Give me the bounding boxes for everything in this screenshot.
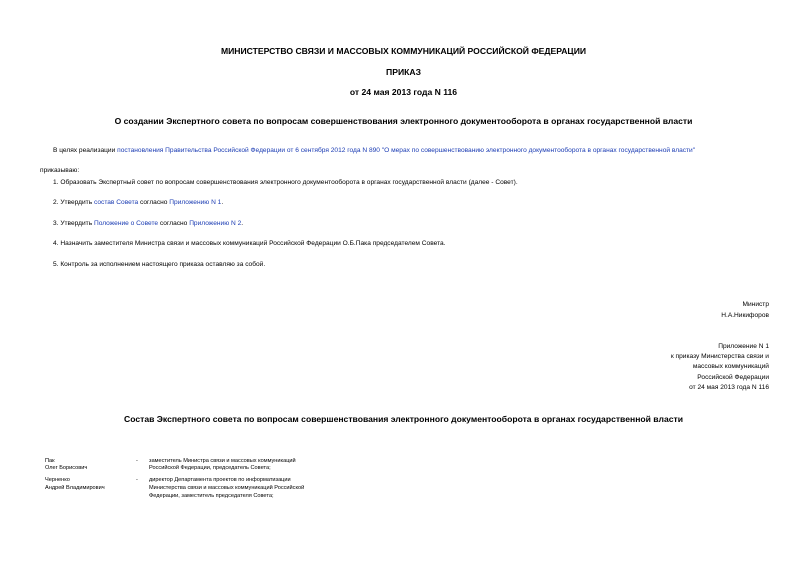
appendix-1-link[interactable]: Приложению N 1 (169, 199, 222, 206)
order-item-2-text: . (221, 199, 224, 206)
order-item-3-text: согласно (158, 220, 190, 227)
order-item-4: 4. Назначить заместителя Министра связи и массовых коммуникаций Российской Федерации О.Б.Пака председателем Совета. (53, 240, 446, 247)
preamble (53, 147, 695, 155)
order-item-5: 5. Контроль за исполнением настоящего приказа оставляю за собой. (53, 261, 266, 268)
member-dash: - (136, 477, 138, 483)
resolution-890-link[interactable]: постановления Правительства Российской Федерации от 6 сентября 2012 года N 890 "О мерах по совершенствованию электронного документооборота в органах государственной власти" (117, 147, 696, 154)
member-role: Федерации, заместитель председателя Совета; (149, 493, 274, 499)
order-item-1: 1. Образовать Экспертный совет по вопросам совершенствования электронного документооборота в органах государственной власти (далее - Совет). (53, 179, 518, 186)
preamble-text: В целях реализации (53, 147, 118, 154)
appendix-2-link[interactable]: Приложению N 2 (189, 220, 242, 227)
appendix-ref-line: Российской Федерации (697, 374, 769, 381)
member-surname: Пак (45, 458, 55, 464)
order-item-3 (53, 220, 243, 228)
member-given-name: Андрей Владимирович (45, 485, 105, 491)
order-item-2-text: согласно (138, 199, 170, 206)
member-dash: - (136, 458, 138, 464)
appendix-ref-line: к приказу Министерства связи и (670, 353, 769, 360)
council-regulation-link[interactable]: Положение о Совете (93, 220, 159, 227)
composition-title: Состав Экспертного совета по вопросам совершенствования электронного документооборота в органах государственной власти (123, 414, 683, 424)
member-role: директор Департамента проектов по информатизации (149, 477, 291, 483)
signature-name: Н.А.Никифоров (721, 312, 769, 319)
order-item-3-text: . (241, 220, 244, 227)
signature-position: Министр (742, 301, 769, 308)
council-composition-link[interactable]: состав Совета (93, 199, 139, 206)
order-item-2-text: 2. Утвердить (53, 199, 94, 206)
order-item-3-text: 3. Утвердить (53, 220, 94, 227)
appendix-ref-line: Приложение N 1 (718, 343, 769, 350)
appendix-ref-line: от 24 мая 2013 года N 116 (689, 384, 769, 391)
member-surname: Черненко (45, 477, 70, 483)
ministry-heading: МИНИСТЕРСТВО СВЯЗИ И МАССОВЫХ КОММУНИКАЦИЙ РОССИЙСКОЙ ФЕДЕРАЦИИ (220, 46, 587, 56)
member-role: заместитель Министра связи и массовых коммуникаций (149, 458, 296, 464)
member-given-name: Олег Борисович (45, 465, 88, 471)
member-role: Российской Федерации, председатель Совета; (149, 465, 271, 471)
member-role: Министерства связи и массовых коммуникаций Российской (149, 485, 305, 491)
document-type: ПРИКАЗ (386, 67, 421, 77)
document-date-number: от 24 мая 2013 года N 116 (349, 87, 458, 97)
appendix-ref-line: массовых коммуникаций (692, 363, 769, 370)
order-word: приказываю: (40, 167, 80, 174)
order-item-2 (53, 199, 223, 207)
document-title: О создании Экспертного совета по вопросам совершенствования электронного документооборота в органах государственной власти (114, 116, 693, 126)
